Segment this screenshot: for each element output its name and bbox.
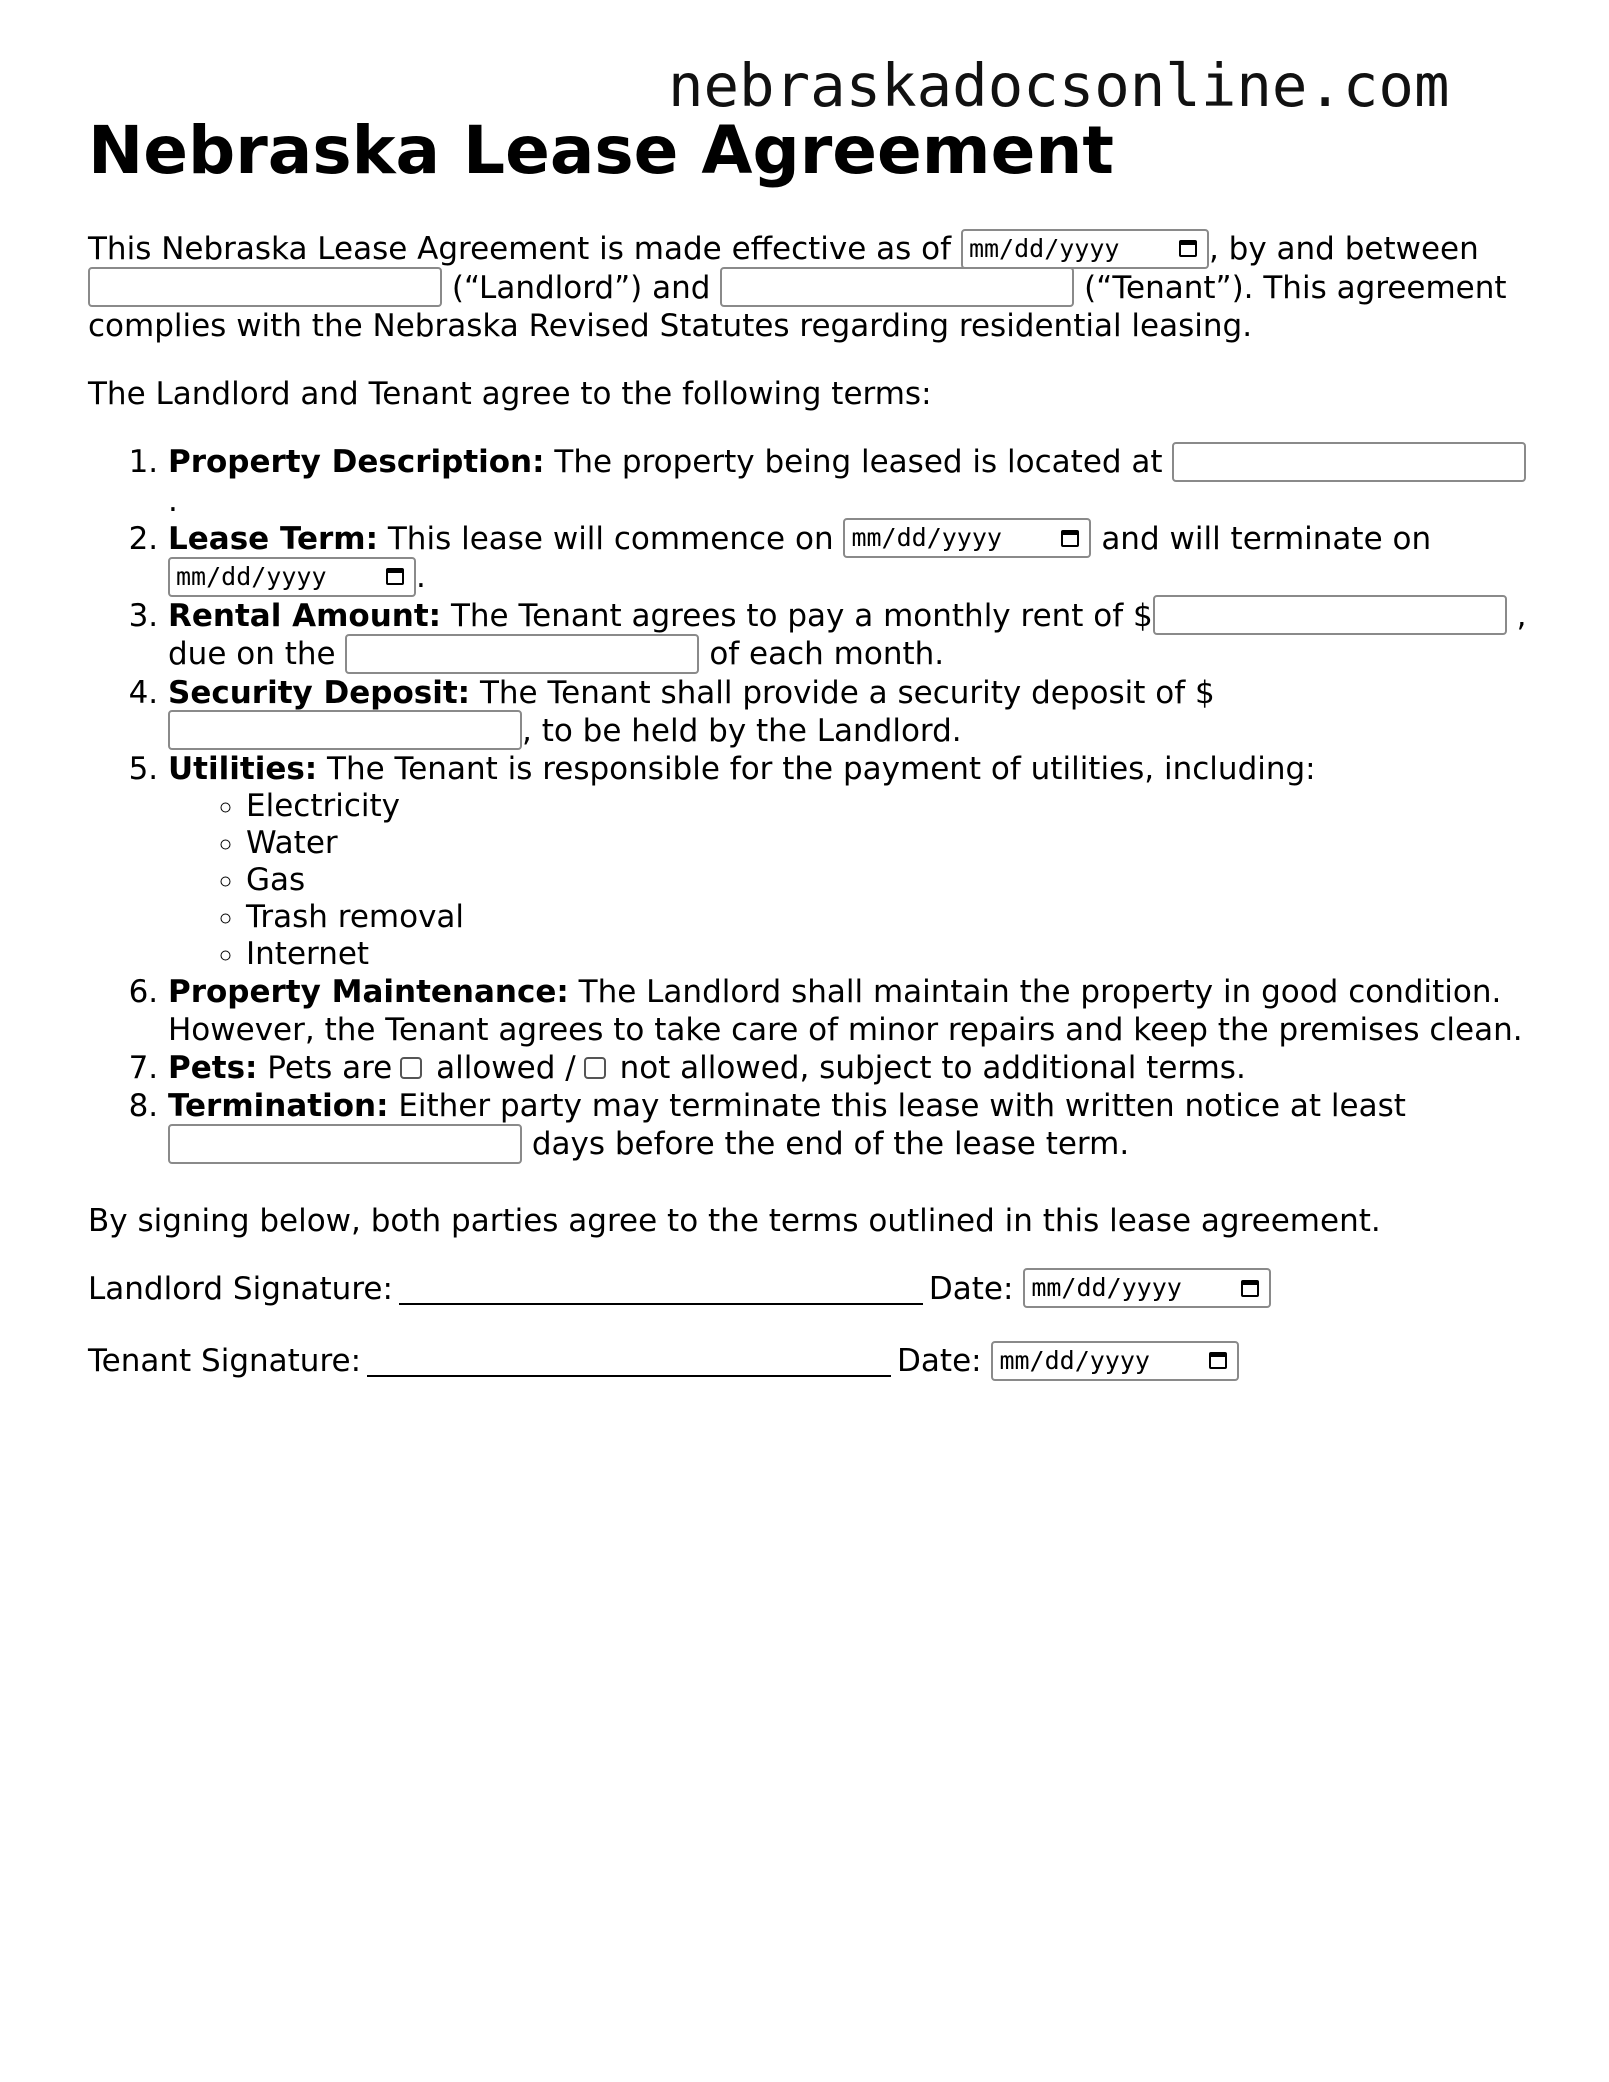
term-text: The Landlord shall maintain the property in good condition. However, the Tenant agrees to take care of minor repairs and keep the premises clean.: [168, 974, 1523, 1048]
pets-not-allowed-label: not allowed, subject to additional terms.: [619, 1050, 1246, 1086]
term-property: [168, 443, 1528, 520]
lease-end-date-input[interactable]: [168, 557, 416, 597]
tenant-date-input[interactable]: [991, 1341, 1239, 1381]
term-text: The property being leased is located at: [554, 444, 1163, 480]
term-text: The Tenant agrees to pay a monthly rent of $: [450, 597, 1153, 634]
term-label: Property Description:: [168, 444, 545, 480]
document: [88, 112, 1528, 1415]
date-placeholder: mm/dd/yyyy: [1031, 1273, 1182, 1302]
landlord-name-input[interactable]: [88, 267, 442, 307]
date-label: Date:: [928, 1270, 1014, 1307]
term-lease-term: [168, 520, 1528, 597]
date-placeholder: mm/dd/yyyy: [968, 233, 1120, 263]
tenant-name-input[interactable]: [720, 267, 1074, 307]
term-label: Lease Term:: [168, 520, 379, 557]
list-item: ◦ Internet: [246, 936, 1528, 973]
term-utilities: [168, 750, 1528, 973]
property-address-input[interactable]: [1172, 442, 1526, 482]
intro-text-4: (“Tenant”). This agreement complies with the Nebraska Revised Statutes regarding residential leasing.: [88, 269, 1507, 344]
term-label: Security Deposit:: [168, 674, 471, 711]
security-deposit-input[interactable]: [168, 710, 522, 750]
closing-paragraph: By signing below, both parties agree to the terms outlined in this lease agreement.: [88, 1202, 1381, 1239]
term-text: This lease will commence on: [387, 520, 834, 557]
term-label: Rental Amount:: [168, 597, 442, 634]
term-termination: [168, 1087, 1528, 1164]
intro-text-3: (“Landlord”) and: [451, 269, 711, 306]
term-text-mid: , due on the: [168, 597, 1527, 672]
term-deposit: [168, 674, 1528, 751]
calendar-icon: [1241, 1280, 1259, 1297]
landlord-signature-row: [88, 1270, 1528, 1309]
agree-paragraph: The Landlord and Tenant agree to the following terms:: [88, 376, 932, 412]
intro-text-1: This Nebraska Lease Agreement is made effective as of: [88, 231, 952, 267]
date-placeholder: mm/dd/yyyy: [851, 523, 1002, 552]
intro-paragraph: [88, 230, 1528, 345]
term-label: Pets:: [168, 1050, 258, 1086]
lease-start-date-input[interactable]: [843, 518, 1091, 558]
list-item: ◦ Trash removal: [246, 899, 1528, 936]
utilities-list: [168, 788, 1528, 973]
term-rent: [168, 597, 1528, 674]
term-end: of each month.: [709, 636, 945, 672]
effective-date-input[interactable]: [961, 229, 1209, 269]
date-placeholder: mm/dd/yyyy: [999, 1345, 1150, 1375]
calendar-icon: [1209, 1352, 1227, 1369]
date-placeholder: mm/dd/yyyy: [176, 561, 327, 591]
tenant-signature-label: Tenant Signature:: [88, 1343, 362, 1379]
notice-days-input[interactable]: [168, 1124, 522, 1164]
list-item: ◦ Water: [246, 825, 1528, 862]
document-title: Nebraska Lease Agreement: [88, 112, 1114, 189]
term-text: Pets are: [267, 1050, 393, 1086]
list-item: ◦ Electricity: [246, 788, 1528, 825]
term-label: Property Maintenance:: [168, 974, 569, 1010]
calendar-icon: [386, 568, 404, 585]
term-text-mid: and will terminate on: [1101, 520, 1432, 557]
term-end: .: [416, 559, 426, 595]
term-label: Termination:: [168, 1088, 389, 1124]
term-text: The Tenant shall provide a security deposit of $: [479, 674, 1215, 711]
intro-text-2: , by and between: [1208, 231, 1479, 267]
term-end: .: [168, 482, 178, 519]
term-text: The Tenant is responsible for the payment of utilities, including:: [327, 751, 1316, 787]
calendar-icon: [1061, 530, 1079, 547]
landlord-signature-label: Landlord Signature:: [88, 1270, 393, 1307]
landlord-signature-line[interactable]: [399, 1275, 923, 1305]
monthly-rent-input[interactable]: [1153, 595, 1507, 635]
term-maintenance: [168, 973, 1528, 1049]
landlord-date-input[interactable]: [1023, 1268, 1271, 1308]
pets-allowed-label: allowed /: [436, 1050, 576, 1086]
term-label: Utilities:: [168, 751, 318, 787]
pets-allowed-checkbox[interactable]: [400, 1057, 422, 1079]
watermark: nebraskadocsonline.com: [668, 51, 1450, 120]
terms-list: [88, 443, 1528, 1164]
pets-not-allowed-checkbox[interactable]: [584, 1057, 606, 1079]
list-item: ◦ Gas: [246, 862, 1528, 899]
term-text: Either party may terminate this lease with written notice at least: [398, 1088, 1406, 1124]
term-pets: [168, 1049, 1528, 1087]
term-end: , to be held by the Landlord.: [522, 712, 962, 749]
tenant-signature-line[interactable]: [367, 1347, 891, 1377]
term-end: days before the end of the lease term.: [531, 1126, 1130, 1162]
date-label: Date:: [897, 1343, 982, 1379]
calendar-icon: [1179, 240, 1197, 257]
rent-due-day-input[interactable]: [345, 634, 699, 674]
tenant-signature-row: [88, 1342, 1528, 1381]
